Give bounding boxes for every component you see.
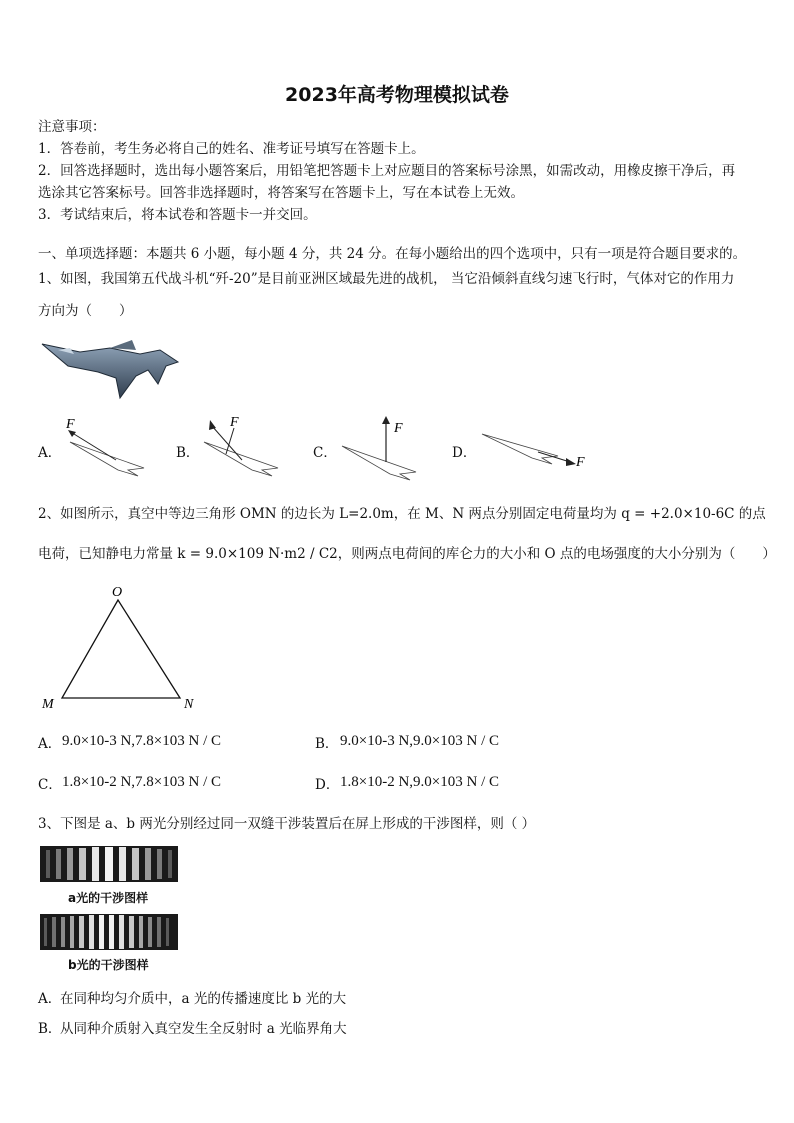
q1-option-b-diagram xyxy=(196,414,296,478)
q1-option-c-diagram xyxy=(336,414,436,484)
question-1-text: 1、如图，我国第五代战斗机“歼-20”是目前亚洲区域最先进的战机， 当它沿倾斜直线匀速飞行时，气体对它的作用力 xyxy=(38,271,735,287)
q1-option-c-label: C． xyxy=(313,445,337,461)
q2-option-a-label: A． xyxy=(38,736,62,752)
question-1-text-cont: 方向为（ ） xyxy=(38,303,133,319)
q2-option-d-text: 1.8×10-2 N,9.0×103 N / C xyxy=(340,774,500,790)
vertex-m-label: M xyxy=(42,697,54,712)
notice-item: 选涂其它答案标号。回答非选择题时，将答案写在答题卡上，写在本试卷上无效。 xyxy=(38,185,524,201)
q2-option-c-label: C． xyxy=(38,777,62,793)
q2-option-b-label: B． xyxy=(315,736,339,752)
force-label-f: F xyxy=(576,455,585,470)
notice-heading: 注意事项： xyxy=(38,119,106,135)
fighter-jet-photo xyxy=(40,336,180,398)
q1-option-a-label: A． xyxy=(38,445,62,461)
q2-option-c-text: 1.8×10-2 N,7.8×103 N / C xyxy=(62,774,222,790)
q2-option-b-text: 9.0×10-3 N,9.0×103 N / C xyxy=(340,733,500,749)
force-label-f: F xyxy=(230,415,239,430)
force-label-f: F xyxy=(66,417,75,432)
interference-pattern-b xyxy=(40,914,178,950)
question-3-text: 3、下图是 a、b 两光分别经过同一双缝干涉装置后在屏上形成的干涉图样，则（ ） xyxy=(38,816,536,832)
q2-option-d-label: D． xyxy=(315,777,340,793)
q3-option-b-text: 从同种介质射入真空发生全反射时 a 光临界角大 xyxy=(60,1021,347,1037)
section-heading: 一、单项选择题：本题共 6 小题，每小题 4 分，共 24 分。在每小题给出的四个选项中，只有一项是符合题目要求的。 xyxy=(38,246,747,262)
caption-a: a光的干涉图样 xyxy=(68,891,149,905)
vertex-o-label: O xyxy=(112,585,123,600)
question-2-text-cont: 电荷，已知静电力常量 k = 9.0×109 N·m2 / C2，则两点电荷间的库仑力的大小和 O 点的电场强度的大小分别为（ ） xyxy=(38,546,776,562)
interference-pattern-a xyxy=(40,846,178,882)
q3-option-a-text: 在同种均匀介质中，a 光的传播速度比 b 光的大 xyxy=(60,991,347,1007)
page-title: 2023年高考物理模拟试卷 xyxy=(285,84,509,106)
vertex-n-label: N xyxy=(184,697,194,712)
q1-option-a-diagram xyxy=(58,417,158,478)
notice-item: 1．答卷前，考生务必将自己的姓名、准考证号填写在答题卡上。 xyxy=(38,141,425,157)
q1-option-b-label: B． xyxy=(176,445,200,461)
caption-b: b光的干涉图样 xyxy=(68,958,149,972)
q1-option-d-label: D． xyxy=(452,445,477,461)
notice-item: 2．回答选择题时，选出每小题答案后，用铅笔把答题卡上对应题目的答案标号涂黑，如需改动，用橡皮擦干净后，再 xyxy=(38,163,736,179)
force-label-f: F xyxy=(394,421,403,436)
q3-option-a-label: A． xyxy=(38,991,62,1007)
question-2-text: 2、如图所示，真空中等边三角形 OMN 的边长为 L=2.0m，在 M、N 两点分别固定电荷量均为 q = +2.0×10-6C 的点 xyxy=(38,506,766,522)
q3-option-b-label: B． xyxy=(38,1021,62,1037)
q1-option-d-diagram xyxy=(478,426,590,476)
triangle-omn-diagram xyxy=(40,584,200,712)
q2-option-a-text: 9.0×10-3 N,7.8×103 N / C xyxy=(62,733,222,749)
notice-item: 3．考试结束后，将本试卷和答题卡一并交回。 xyxy=(38,207,317,223)
